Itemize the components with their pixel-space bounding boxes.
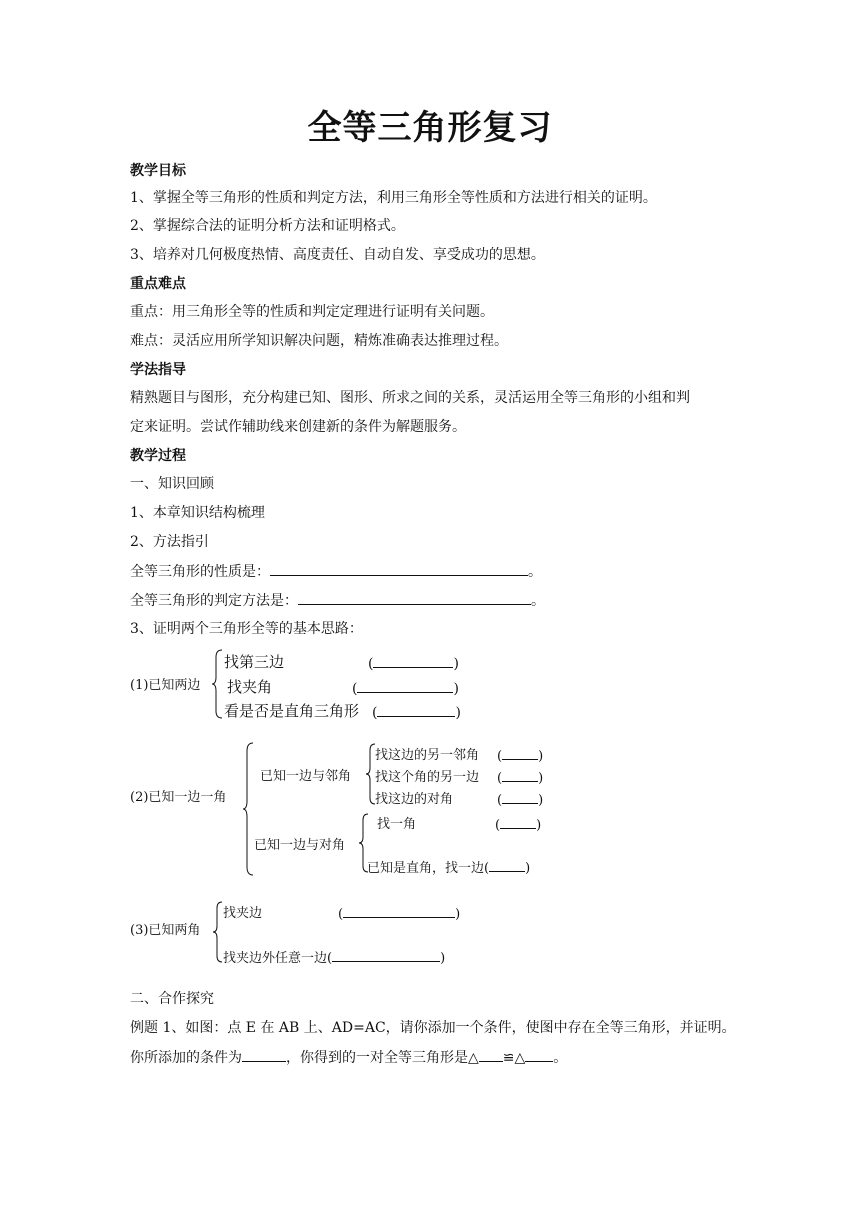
example-text-b: ，你得到的一对全等三角形是△ — [286, 1050, 479, 1066]
objective-2: 2、掌握综合法的证明分析方法和证明格式。 — [130, 218, 405, 234]
period: 。 — [528, 564, 542, 580]
objective-1: 1、掌握全等三角形的性质和判定方法，利用三角形全等性质和方法进行相关的证明。 — [130, 190, 657, 206]
case1-item-1: 找第三边 — [224, 653, 285, 671]
case2-blank-4[interactable]: ( ) — [495, 813, 541, 833]
example-text-c: ≌△ — [502, 1050, 526, 1066]
triangle-2-blank[interactable] — [525, 1046, 553, 1062]
difficult-point: 难点：灵活应用所学知识解决问题，精炼准确表达推理过程。 — [130, 333, 508, 349]
example-text-a: 你所添加的条件为 — [130, 1050, 242, 1066]
property-label: 全等三角形的性质是： — [130, 564, 270, 580]
judgement-line — [130, 589, 545, 610]
case2-brace — [243, 742, 255, 876]
objective-3: 3、培养对几何极度热情、高度责任、自动自发、享受成功的思想。 — [130, 247, 545, 263]
approach-heading: 3、证明两个三角形全等的基本思路： — [130, 621, 363, 637]
case3-label: (3)已知两角 — [130, 923, 201, 938]
case3-item-2 — [223, 946, 445, 966]
case3-blank-2[interactable]: ( ) — [327, 951, 445, 966]
review-heading: 一、知识回顾 — [130, 476, 214, 492]
example-line-1: 例题 1、如图：点 E 在 AB 上、AD=AC，请你添加一个条件，使图中存在全等三角形，并证明。 — [130, 1020, 736, 1036]
triangle-1-blank[interactable] — [479, 1046, 503, 1062]
period: 。 — [531, 593, 545, 609]
guidance-line-1: 精熟题目与图形，充分构建已知、图形、所求之间的关系，灵活运用全等三角形的小组和判 — [130, 390, 690, 406]
case2-sub1-item-1: 找这边的另一邻角 — [375, 748, 480, 763]
case3-item-2-text: 找夹边外任意一边 — [223, 951, 328, 966]
case3-blank-1[interactable]: ( ) — [338, 902, 460, 922]
key-points-heading: 重点难点 — [130, 276, 186, 292]
key-point: 重点：用三角形全等的性质和判定定理进行证明有关问题。 — [130, 304, 494, 320]
example-line-2 — [130, 1046, 567, 1067]
case2-sub1-item-2: 找这个角的另一边 — [375, 770, 480, 785]
case1-blank-1[interactable]: ( ) — [368, 652, 459, 672]
process-heading: 教学过程 — [130, 448, 186, 464]
page-title: 全等三角形复习 — [307, 108, 553, 148]
case2-blank-2[interactable]: ( ) — [497, 766, 543, 786]
explore-heading: 二、合作探究 — [130, 991, 214, 1007]
case3-item-1: 找夹边 — [223, 906, 263, 921]
case2-label: (2)已知一边一角 — [130, 790, 227, 805]
case1-item-3: 看是否是直角三角形 — [224, 702, 360, 720]
case2-blank-3[interactable]: ( ) — [497, 788, 543, 808]
review-item-2: 2、方法指引 — [130, 534, 209, 550]
property-line — [130, 560, 542, 581]
case2-blank-1[interactable]: ( ) — [497, 744, 543, 764]
judgement-label: 全等三角形的判定方法是： — [130, 593, 298, 609]
case2-sub2-label: 已知一边与对角 — [254, 838, 346, 853]
case1-blank-2[interactable]: ( ) — [352, 677, 459, 697]
case1-blank-3[interactable]: ( ) — [372, 701, 461, 721]
case1-brace — [212, 649, 224, 719]
guidance-line-2: 定来证明。尝试作辅助线来创建新的条件为解题服务。 — [130, 419, 466, 435]
case2-blank-5[interactable]: ( ) — [484, 861, 530, 876]
case2-sub1-item-3: 找这边的对角 — [375, 792, 454, 807]
case2-sub2-item-2-text: 已知是直角，找一边 — [367, 861, 485, 876]
condition-blank[interactable] — [242, 1046, 286, 1062]
case3-brace — [213, 901, 223, 963]
case1-item-2: 找夹角 — [227, 678, 273, 696]
property-blank[interactable] — [270, 560, 528, 576]
objectives-heading: 教学目标 — [130, 163, 186, 179]
review-item-1: 1、本章知识结构梳理 — [130, 505, 265, 521]
case1-label: (1)已知两边 — [130, 678, 201, 693]
case2-sub1-label: 已知一边与邻角 — [260, 769, 352, 784]
case2-sub2-item-1: 找一角 — [377, 817, 417, 832]
judgement-blank[interactable] — [298, 589, 531, 605]
case2-sub2-item-2 — [367, 856, 530, 876]
guidance-heading: 学法指导 — [130, 362, 186, 378]
example-text-d: 。 — [553, 1050, 568, 1066]
